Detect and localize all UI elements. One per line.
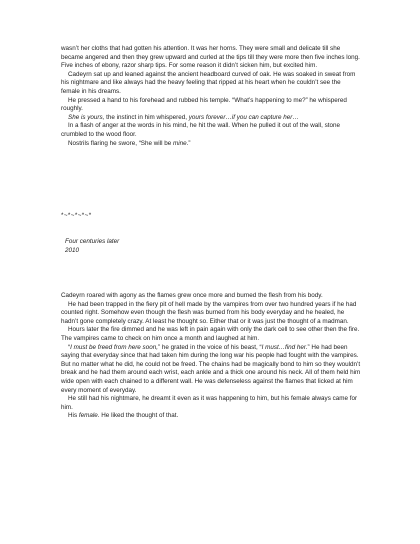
paragraph: His female. He liked the thought of that.: [68, 412, 179, 420]
paragraph: He had been trapped in the fiery pit of hell made by the vampires from over two hundred years if he had counted right. Somehow even though the flesh was burned from his body everyday and he healed, he hadn’t gone completely crazy. At least he thought so. Either that or it was just the thought of a madman.: [61, 300, 357, 325]
paragraph: He still had his nightmare, he dreamt it even as it was happening to him, but his female always came for him.: [61, 395, 358, 411]
paragraph: “I must be freed from here soon,” he grated in the voice of his beast, “I must…find her.” He had been saying that everyday since that had taken him during the long war his people had fought with the vampires. But no matter what he did, he could not be freed. The chains had be magically bond to him so they wouldn’t break and he had them around each wrist, each ankle and a thick one around his neck. All of them held him wide open with each chained to a different wall. He was defenseless against the flames that licked at him every moment of everyday.: [61, 343, 361, 394]
paragraph: In a flash of anger at the words in his mind, he hit the wall. When he pulled it out of the wall, stone crumbled to the wood floor.: [61, 122, 340, 138]
paragraph: Nostrils flaring he swore, “She will be mine.”: [68, 139, 191, 147]
scene-heading: [65, 238, 119, 255]
text-section-2: [61, 292, 361, 421]
paragraph: Hours later the fire dimmed and he was left in pain again with only the dark cell to see other then the fire. The vampires came to check on him once a month and laughed at him.: [61, 326, 360, 342]
paragraph: wasn’t her cloths that had gotten his attention. It was her horns. They were small and delicate till she became angered and then they grew upward and curled at the tips till they were more then five inches long. Five inches of ebony, razor sharp tips. For some reason it didn’t sicken him, but excited him.: [61, 45, 360, 70]
paragraph: She is yours, the instinct in him whispered, yours forever…if you can capture her…: [68, 113, 299, 121]
text-section-1: [61, 45, 361, 148]
scene-heading-line: Four centuries later: [65, 238, 120, 245]
paragraph: He pressed a hand to his forehead and rubbed his temple. “What’s happening to me?” he whispered roughly.: [61, 96, 347, 113]
paragraph: Cadeyrn roared with agony as the flames grew once more and burned the flesh from his body.: [61, 292, 323, 299]
scene-heading-year: 2010: [65, 246, 80, 254]
scene-separator: *~*~*~*~*: [61, 212, 92, 219]
paragraph: Cadeyrn sat up and leaned against the ancient headboard curved of oak. He was soaked in sweat from his nightmare and like always had the heavy feeling that ripped at his heart when he couldn’t see the female in his dreams.: [61, 70, 356, 95]
